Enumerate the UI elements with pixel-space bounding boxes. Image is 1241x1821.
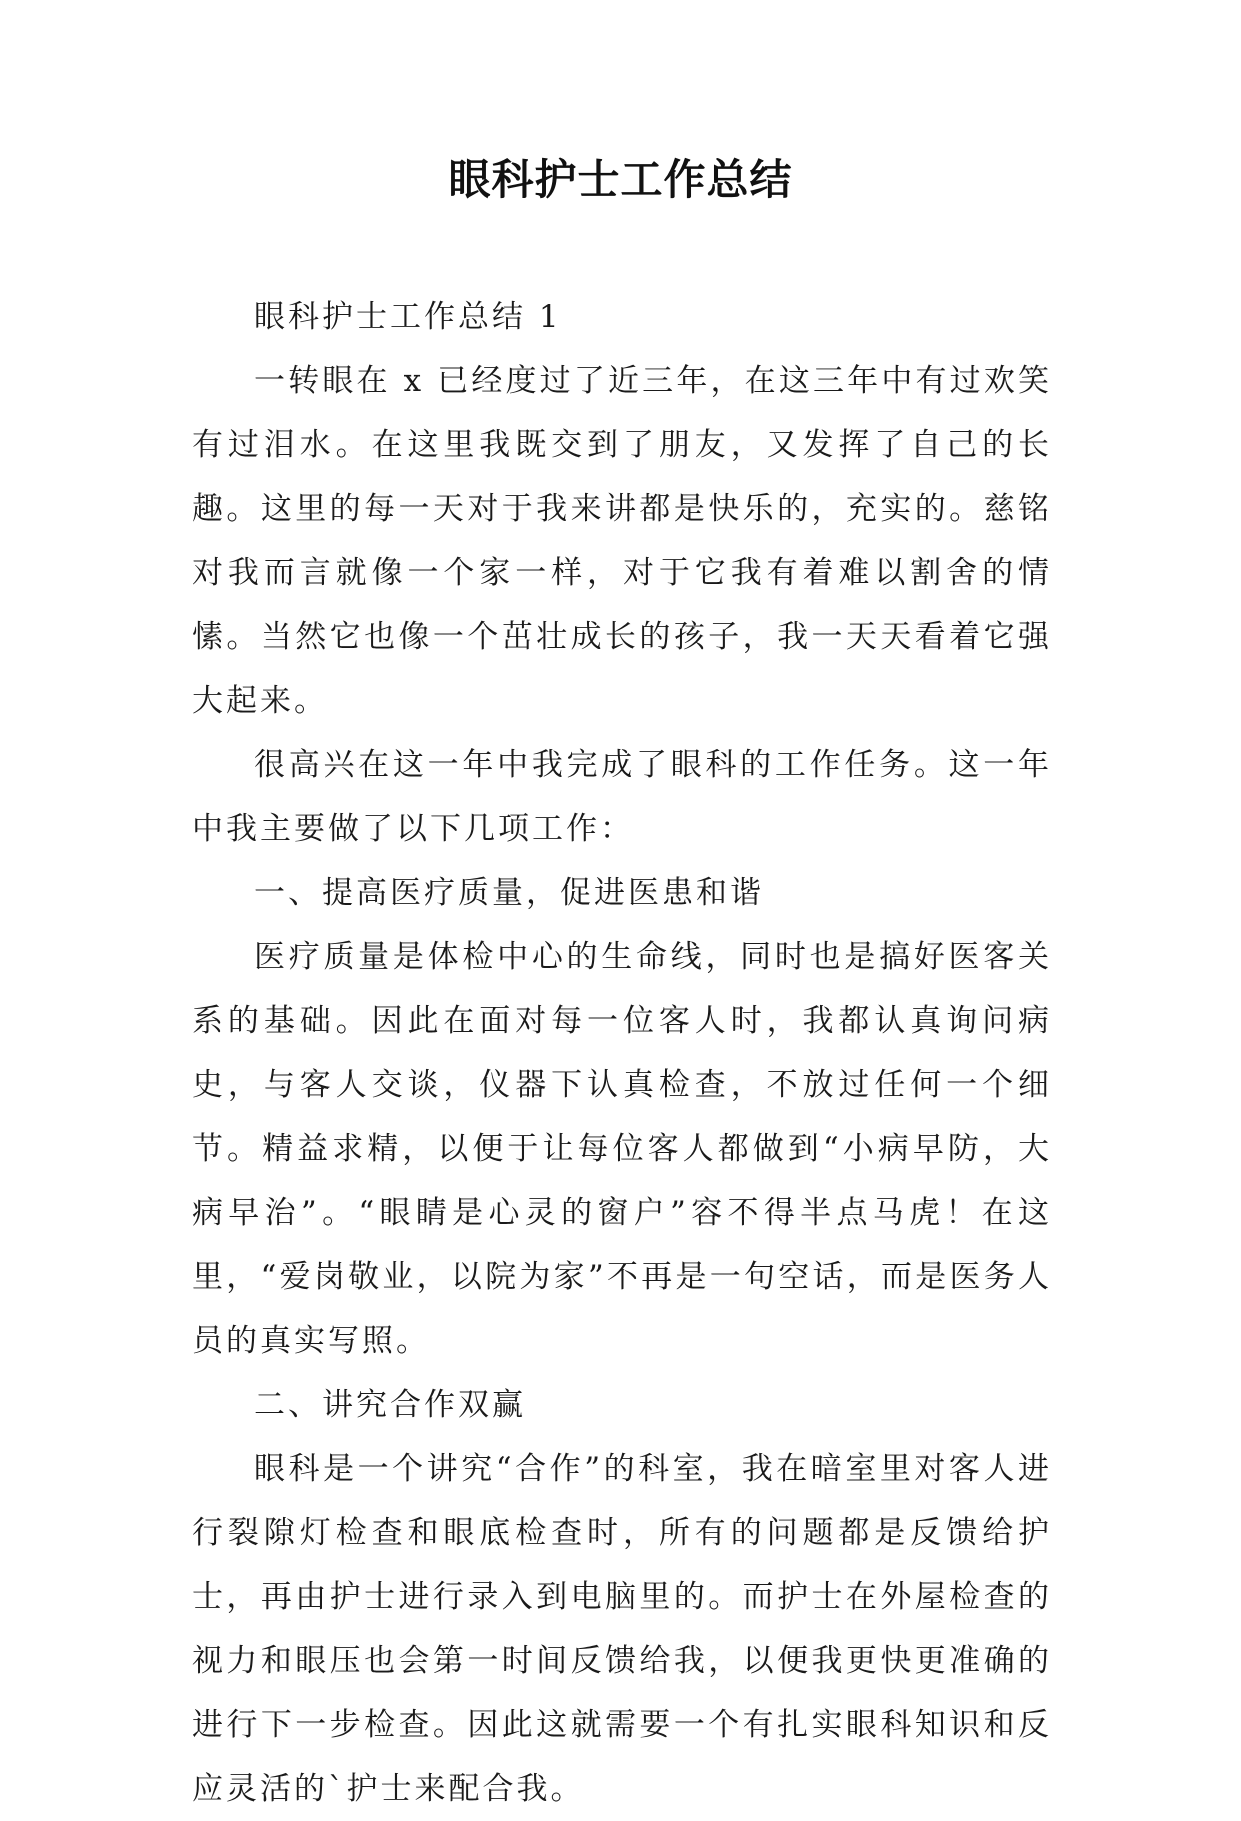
paragraph: 一转眼在 x 已经度过了近三年，在这三年中有过欢笑有过泪水。在这里我既交到了朋友，又发挥了自己的长趣。这里的每一天对于我来讲都是快乐的，充实的。慈铭对我而言就像一个家一样，对于它我有着难以割舍的情愫。当然它也像一个茁壮成长的孩子，我一天天看着它强大起来。 <box>192 363 1052 719</box>
paragraph: 很高兴在这一年中我完成了眼科的工作任务。这一年中我主要做了以下几项工作： <box>192 747 1052 847</box>
paragraph: 医疗质量是体检中心的生命线，同时也是搞好医客关系的基础。因此在面对每一位客人时，我都认真询问病史，与客人交谈，仪器下认真检查，不放过任何一个细节。精益求精，以便于让每位客人都做到“小病早防，大病早治”。“眼睛是心灵的窗户”容不得半点马虎！在这里，“爱岗敬业，以院为家”不再是一句空话，而是医务人员的真实写照。 <box>192 939 1052 1359</box>
document-body <box>192 285 1052 1821</box>
document-title: 眼科护士工作总结 <box>448 155 793 204</box>
paragraph: 眼科是一个讲究“合作”的科室，我在暗室里对客人进行裂隙灯检查和眼底检查时，所有的问题都是反馈给护士，再由护士进行录入到电脑里的。而护士在外屋检查的视力和眼压也会第一时间反馈给我，以便我更快更准确的进行下一步检查。因此这就需要一个有扎实眼科知识和反应灵活的`护士来配合我。 <box>192 1451 1052 1807</box>
subsection-heading: 二、讲究合作双赢 <box>254 1387 526 1423</box>
section-heading: 眼科护士工作总结 1 <box>254 299 562 335</box>
subsection-heading: 一、提高医疗质量，促进医患和谐 <box>254 875 764 911</box>
